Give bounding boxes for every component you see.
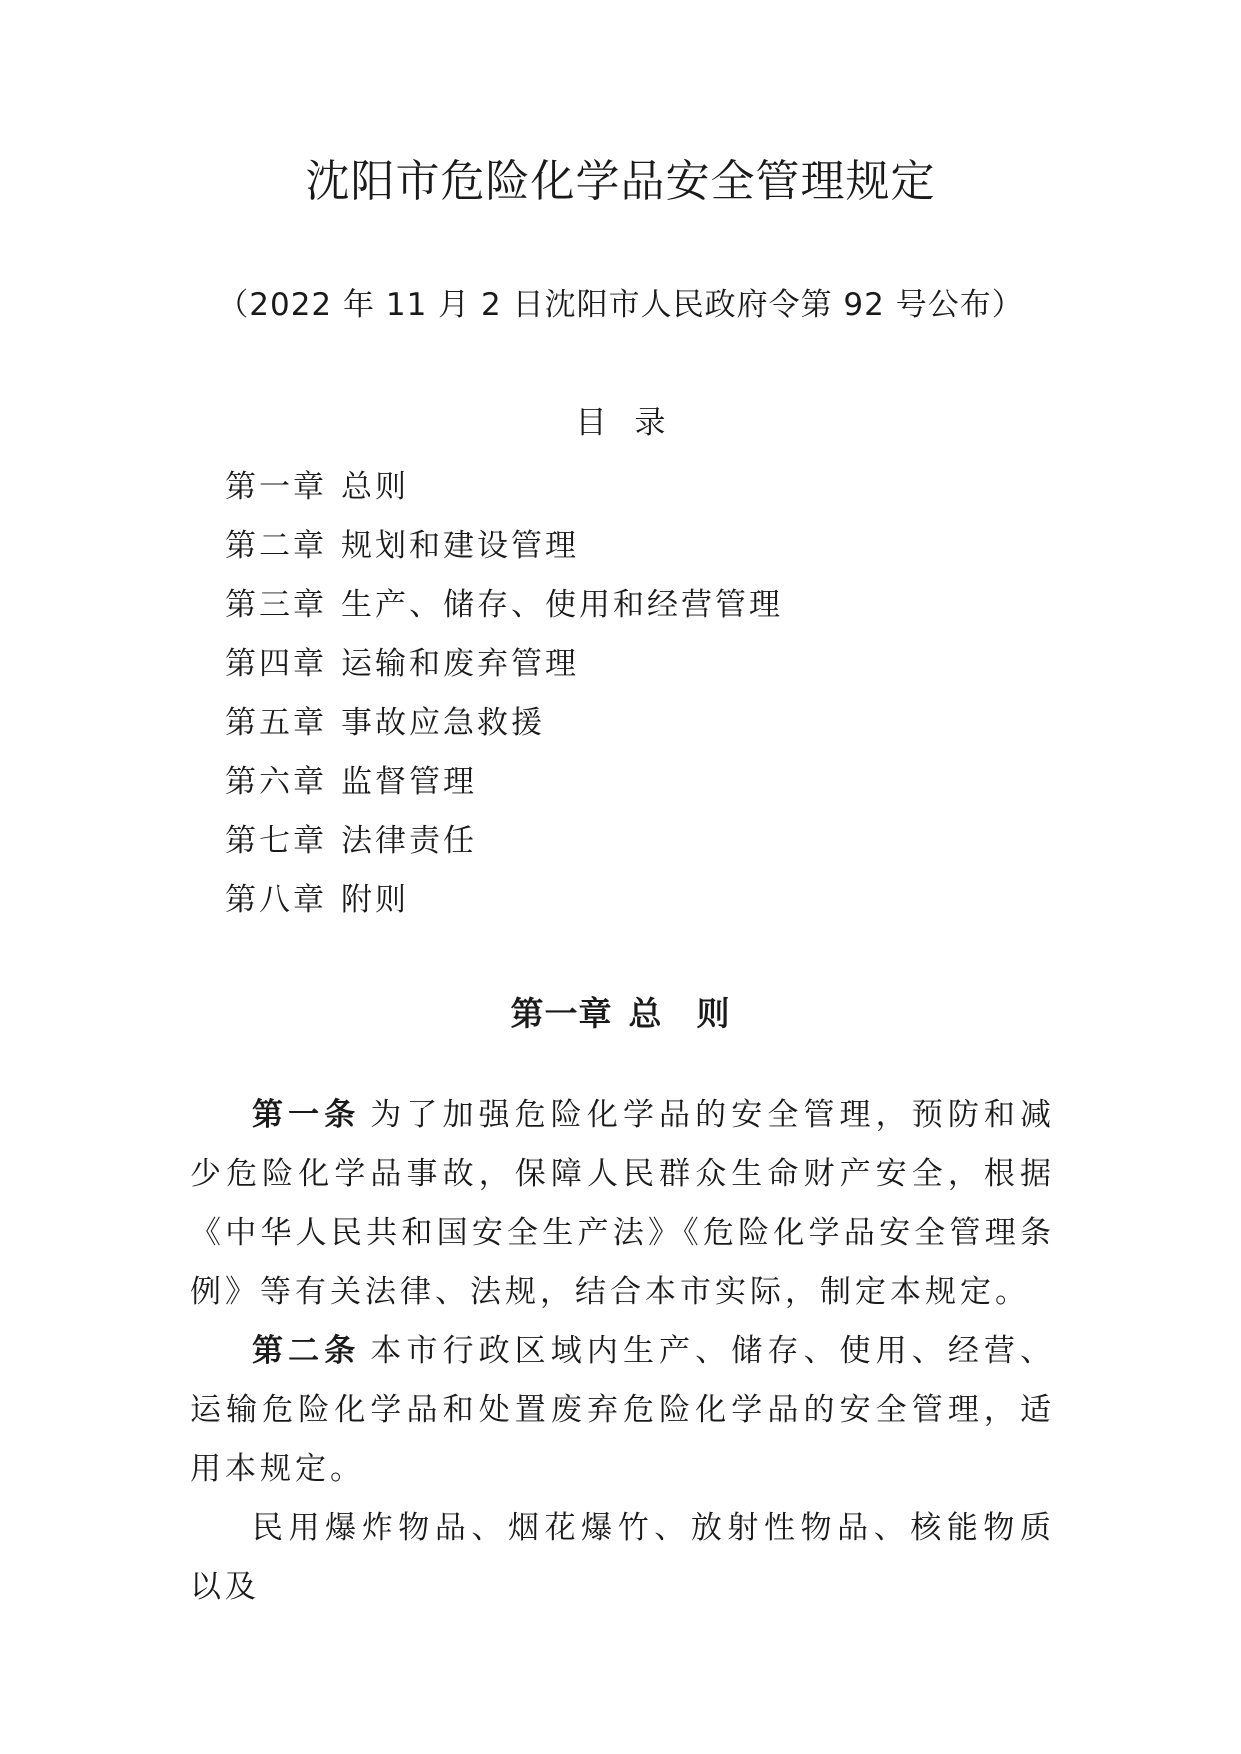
toc-item <box>225 694 783 753</box>
toc-heading: 目录 <box>575 405 694 441</box>
article-text: 民用爆炸物品、烟花爆竹、放射性物品、核能物质以及 <box>190 1510 1055 1605</box>
toc-chapter-number: 第一章 <box>225 469 327 505</box>
toc-item <box>225 635 783 694</box>
document-title: 沈阳市危险化学品安全管理规定 <box>305 156 936 207</box>
toc-chapter-number: 第二章 <box>225 528 327 564</box>
toc-item <box>225 753 783 812</box>
toc-chapter-title: 生产、储存、使用和经营管理 <box>341 587 783 623</box>
chapter-number: 第一章 <box>510 994 613 1033</box>
toc-item <box>225 458 783 517</box>
chapter-heading <box>0 990 1241 1038</box>
article-label: 第二条 <box>252 1333 361 1369</box>
document-body <box>190 1086 1055 1617</box>
toc-chapter-number: 第三章 <box>225 587 327 623</box>
article-text: 为了加强危险化学品的安全管理，预防和减少危险化学品事故，保障人民群众生命财产安全，根据《中华人民共和国安全生产法》《危险化学品安全管理条例》等有关法律、法规，结合本市实际，制定本规定。 <box>190 1097 1056 1310</box>
toc-chapter-title: 规划和建设管理 <box>341 528 579 564</box>
toc-item <box>225 576 783 635</box>
toc-chapter-number: 第八章 <box>225 882 327 918</box>
document-subtitle: （2022 年 11 月 2 日沈阳市人民政府令第 92 号公布） <box>217 287 1024 323</box>
toc-chapter-number: 第五章 <box>225 705 327 741</box>
article-paragraph <box>190 1086 1055 1322</box>
chapter-title: 总 则 <box>628 994 731 1033</box>
toc-chapter-title: 总则 <box>341 469 409 505</box>
article-paragraph <box>190 1322 1055 1499</box>
toc-item <box>225 871 783 930</box>
toc-chapter-title: 附则 <box>341 882 409 918</box>
toc-chapter-number: 第四章 <box>225 646 327 682</box>
article-paragraph <box>190 1499 1055 1617</box>
toc-item <box>225 812 783 871</box>
toc-chapter-title: 法律责任 <box>341 823 477 859</box>
toc-item <box>225 517 783 576</box>
article-text: 本市行政区域内生产、储存、使用、经营、运输危险化学品和处置废弃危险化学品的安全管理，适用本规定。 <box>190 1333 1056 1487</box>
toc-chapter-title: 监督管理 <box>341 764 477 800</box>
table-of-contents <box>225 458 783 930</box>
toc-chapter-title: 运输和废弃管理 <box>341 646 579 682</box>
toc-chapter-title: 事故应急救援 <box>341 705 545 741</box>
article-label: 第一条 <box>252 1097 361 1133</box>
toc-chapter-number: 第七章 <box>225 823 327 859</box>
toc-chapter-number: 第六章 <box>225 764 327 800</box>
